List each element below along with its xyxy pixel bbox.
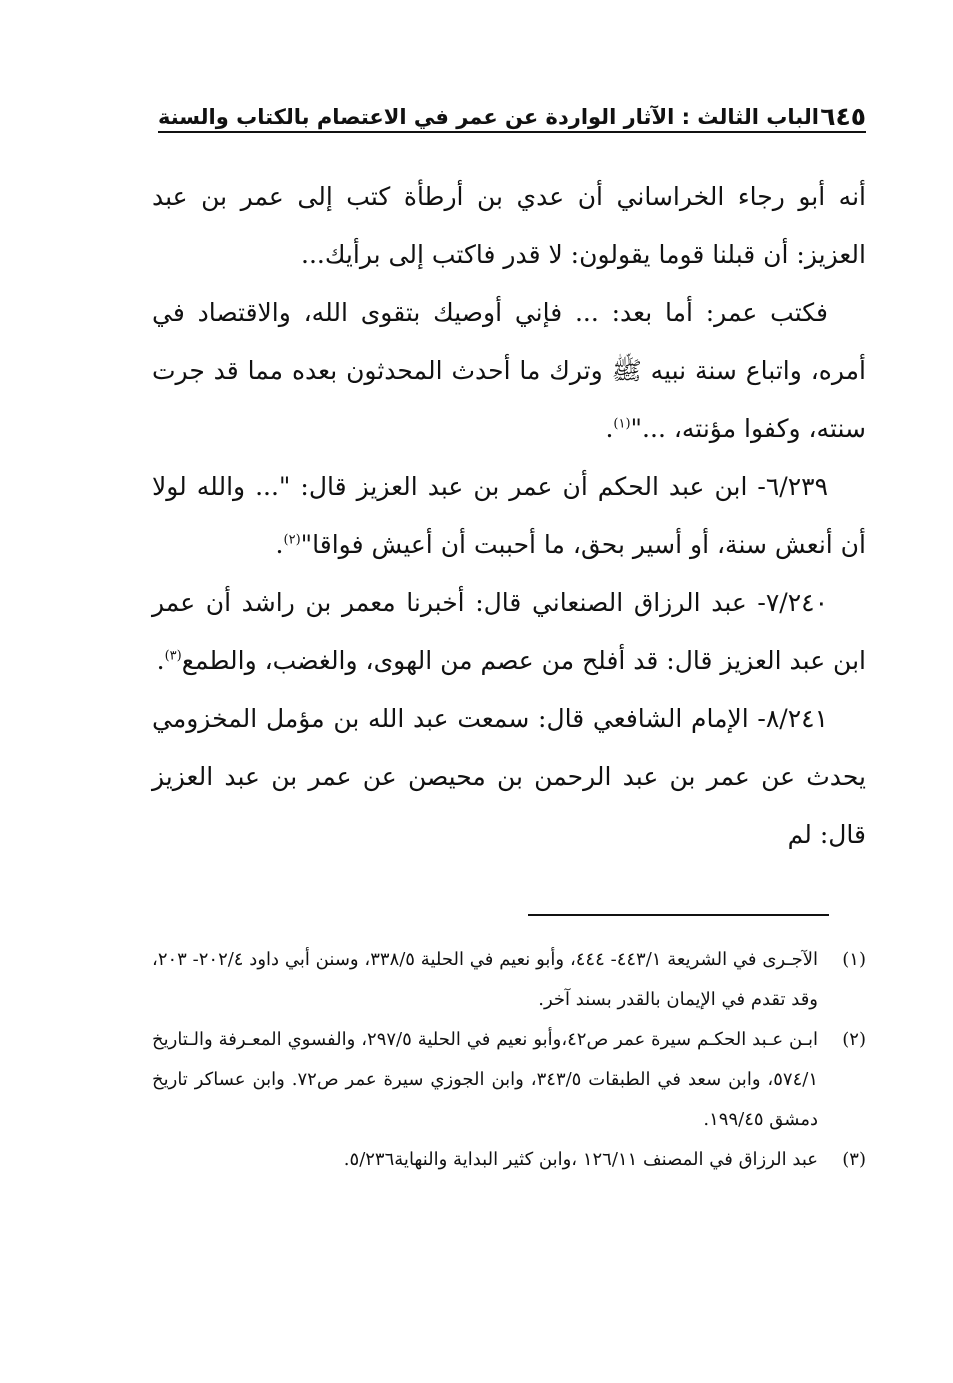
paragraph: فكتب عمر: أما بعد: ... فإني أوصيك بتقوى الله، والاقتصاد في أمره، واتباع سنة نبيه ﷺ وترك ما أحدث المحدثون بعده مما قد جرت سنته، وكفوا مؤنته، ..."$^{(١)}$. xyxy=(152,298,866,443)
page-number: ٦٤٥ xyxy=(820,102,866,131)
footnote-ref: (٣) xyxy=(164,648,182,664)
running-header xyxy=(158,96,866,132)
footnote xyxy=(152,940,866,1020)
footnote-ref: (١) xyxy=(613,416,631,432)
main-text xyxy=(152,168,866,864)
footnote-separator xyxy=(528,914,829,916)
chapter-title: الباب الثالث : الآثار الواردة عن عمر في الاعتصام بالكتاب والسنة xyxy=(158,105,819,129)
footnote xyxy=(152,1020,866,1140)
footnote-mark: (٣) xyxy=(842,1149,866,1170)
paragraph: ٦/٢٣٩- ابن عبد الحكم أن عمر بن عبد العزيز قال: "... والله لولا أن أنعش سنة، أو أسير بحق، ما أحببت أن أعيش فواقا"$^{(٢)}$. xyxy=(152,472,866,559)
footnote-mark: (٢) xyxy=(842,1029,866,1050)
footnote-text: ابـن عـبد الحكـم سيرة عمر ص٤٢،وأبو نعيم في الحلية ٢٩٧/٥، والفسوي المعـرفة والـتاريخ ٥٧٤/١، وابن سعد في الطبقات ٣٤٣/٥، وابن الجوزي سيرة عمر ص٧٢. وابن عساكر تاريخ دمشق ١٩٩/٤٥. xyxy=(152,1029,818,1130)
footnote-text: الآجـرى في الشريعة ٤٤٣/١- ٤٤٤، وأبو نعيم في الحلية ٣٣٨/٥، وسنن أبي داود ٢٠٢/٤- ٢٠٣، وقد تقدم في الإيمان بالقدر بسند آخر. xyxy=(152,949,819,1010)
paragraph: ٨/٢٤١- الإمام الشافعي قال: سمعت عبد الله بن مؤمل المخزومي يحدث عن عمر بن عبد الرحمن بن محيصن عن عمر بن عبد العزيز قال: لم xyxy=(152,704,866,849)
header-rule xyxy=(158,131,866,133)
footnote-mark: (١) xyxy=(842,949,866,970)
paragraph: أنه أبو رجاء الخراساني أن عدي بن أرطأة كتب إلى عمر بن عبد العزيز: أن قبلنا قوما يقولون: لا قدر فاكتب إلى برأيك... xyxy=(152,182,866,269)
footnote xyxy=(152,1140,866,1180)
footnote-text: عبد الرزاق في المصنف ١٢٦/١١ ،وابن كثير البداية والنهاية٥/٢٣٦. xyxy=(343,1149,818,1170)
footnotes xyxy=(152,940,866,1180)
footnote-ref: (٢) xyxy=(283,532,301,548)
paragraph: ٧/٢٤٠- عبد الرزاق الصنعاني قال: أخبرنا معمر بن راشد أن عمر ابن عبد العزيز قال: قد أفلح من عصم من الهوى، والغضب، والطمع$^{(٣)}$. xyxy=(152,588,866,675)
